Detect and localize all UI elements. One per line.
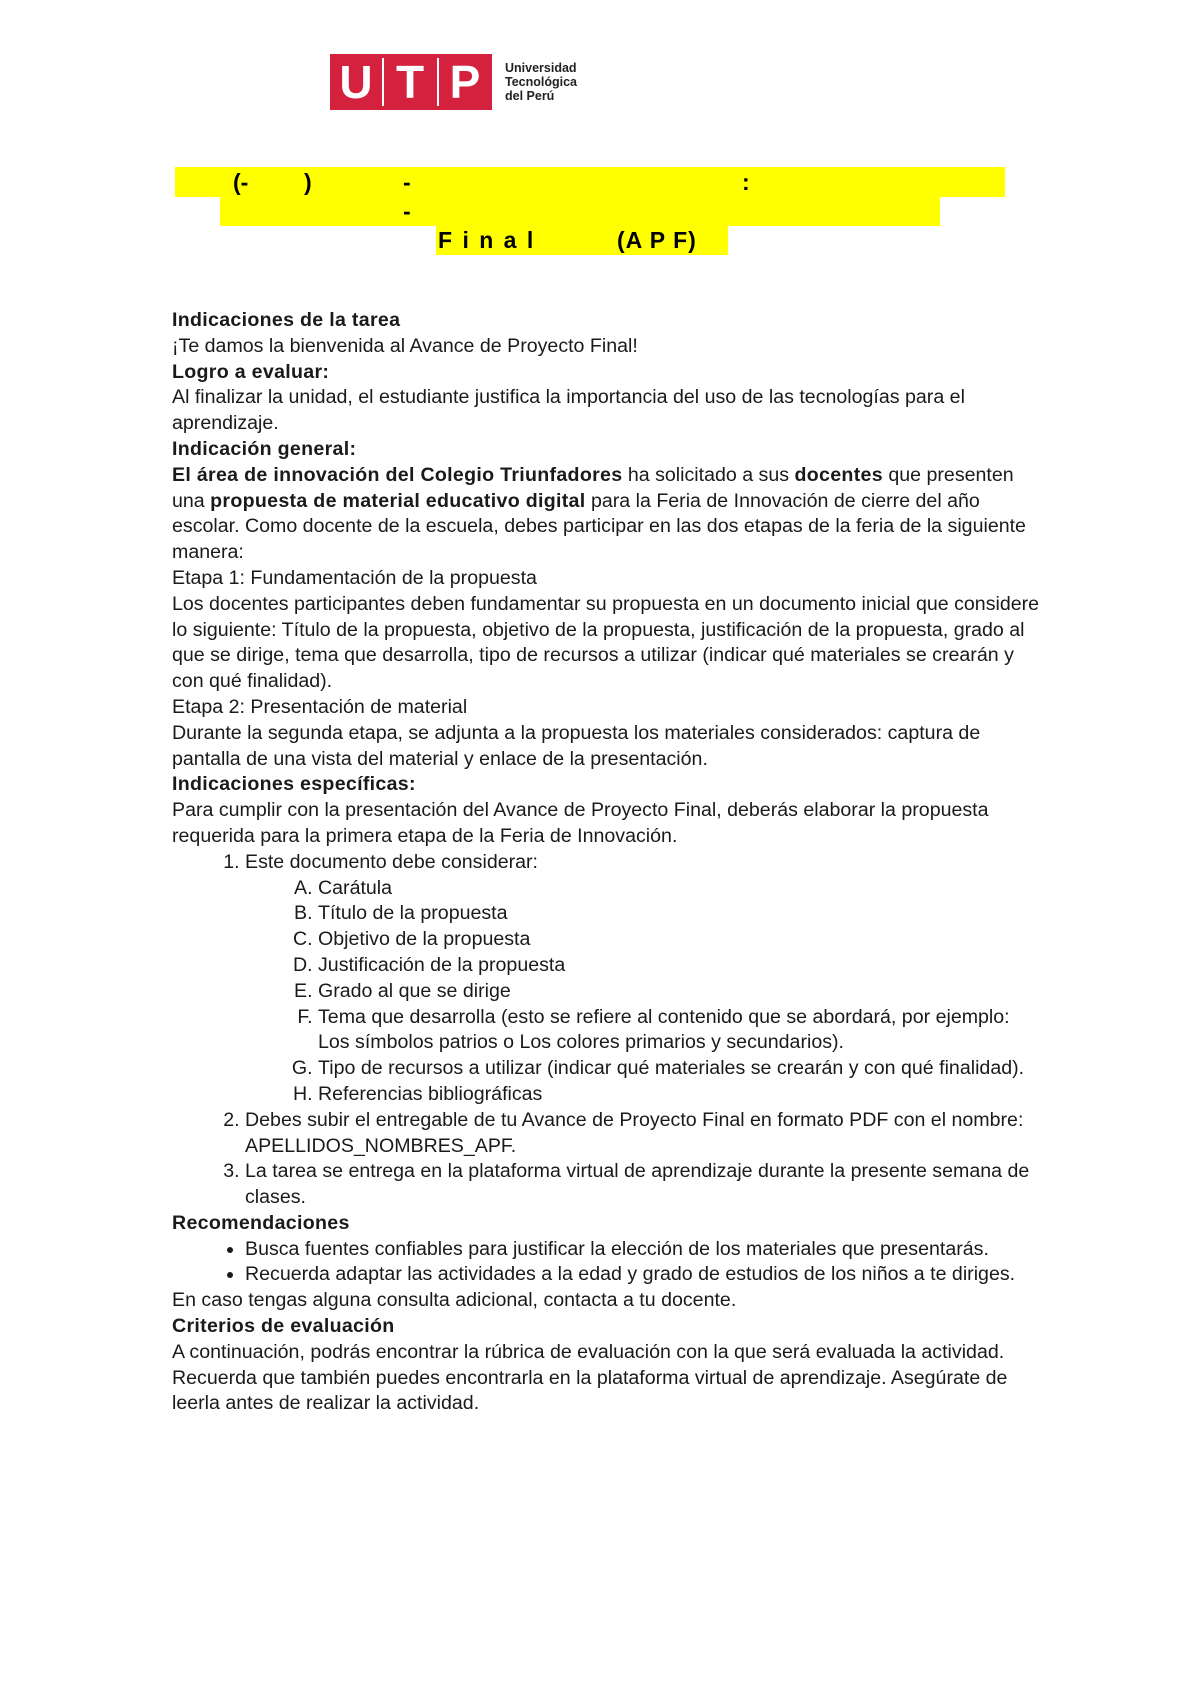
logro-text: Al finalizar la unidad, el estudiante justifica la importancia del uso de las tecnologías para el aprendizaje. xyxy=(172,386,965,435)
list-item: A. Carátula xyxy=(318,876,1042,902)
list-item: • Busca fuentes confiables para justificar la elección de los materiales que presentarás. xyxy=(245,1237,1042,1263)
list-item-text: Este documento debe considerar: xyxy=(245,850,538,873)
etapa1-title: Etapa 1: Fundamentación de la propuesta xyxy=(172,566,537,589)
list-item: • Recuerda adaptar las actividades a la edad y grado de estudios de los niños a te diriges. xyxy=(245,1262,1042,1288)
logo-divider xyxy=(437,58,439,106)
heading-especificas: Indicaciones específicas: xyxy=(172,773,416,796)
etapa2-text: Durante la segunda etapa, se adjunta a la propuesta los materiales considerados: captura de pantalla de una vista del material y enlace de la presentación. xyxy=(172,721,981,770)
general-bold: El área de innovación del Colegio Triunfadores xyxy=(172,463,623,486)
title-apf: (A P F) xyxy=(617,227,697,253)
instructions-list xyxy=(172,850,1042,1211)
title-highlight-line2 xyxy=(220,196,940,226)
document-body xyxy=(172,308,1042,1417)
list-item: 2. Debes subir el entregable de tu Avance de Proyecto Final en formato PDF con el nombre: APELLIDOS_NOMBRES_APF. xyxy=(245,1108,1042,1160)
list-item xyxy=(245,850,1042,1108)
logo-letter-p: P xyxy=(438,54,492,110)
list-item: F. Tema que desarrolla (esto se refiere al contenido que se abordará, por ejemplo: Los símbolos patrios o Los colores primarios y secundarios). xyxy=(318,1005,1042,1057)
title-final: F i n a l xyxy=(438,227,536,253)
general-bold: docentes xyxy=(794,463,883,486)
heading-general: Indicación general: xyxy=(172,437,357,460)
welcome-text: ¡Te damos la bienvenida al Avance de Proyecto Final! xyxy=(172,334,638,357)
title-fragment: - xyxy=(403,169,411,195)
list-item: H. Referencias bibliográficas xyxy=(318,1082,1042,1108)
list-item: C. Objetivo de la propuesta xyxy=(318,927,1042,953)
criterios-text: A continuación, podrás encontrar la rúbrica de evaluación con la que será evaluada la actividad. Recuerda que también puedes encontrarla en la plataforma virtual de aprendizaje. Asegúrate de leerla antes de realizar la actividad. xyxy=(172,1340,1008,1415)
heading-logro: Logro a evaluar: xyxy=(172,360,330,383)
general-text: para la Feria de Innovación de cierre del año escolar. Como docente de la escuela, debes participar en las dos etapas de la feria de la siguiente manera: xyxy=(172,489,1026,564)
logo-letter-t: T xyxy=(382,54,438,110)
general-bold: propuesta de material educativo digital xyxy=(210,489,586,512)
list-item: E. Grado al que se dirige xyxy=(318,979,1042,1005)
title-fragment: - xyxy=(403,198,411,224)
general-paragraph xyxy=(172,463,1042,566)
heading-criterios: Criterios de evaluación xyxy=(172,1315,395,1338)
heading-task: Indicaciones de la tarea xyxy=(172,309,401,331)
general-text: ha solicitado a sus xyxy=(622,463,795,486)
general-text: que presenten una xyxy=(172,463,1014,512)
utp-logo xyxy=(330,54,600,110)
etapa1-text: Los docentes participantes deben fundamentar su propuesta en un documento inicial que considere lo siguiente: Título de la propuesta, objetivo de la propuesta, justificación de la propuesta, grado al que se dirige, tema que desarrolla, tipo de recursos a utilizar (indicar qué materiales se crearán y con qué finalidad). xyxy=(172,592,1040,693)
logo-divider xyxy=(382,58,384,106)
etapa2-title: Etapa 2: Presentación de material xyxy=(172,695,468,718)
list-item: B. Título de la propuesta xyxy=(318,901,1042,927)
list-item: 3. La tarea se entrega en la plataforma virtual de aprendizaje durante la presente semana de clases. xyxy=(245,1159,1042,1211)
heading-recomendaciones: Recomendaciones xyxy=(172,1211,350,1234)
logo-letter-u: U xyxy=(330,54,382,110)
requirements-list xyxy=(245,876,1042,1108)
title-fragment: : xyxy=(742,169,750,195)
logo-university-name: Universidad Tecnológica del Perú xyxy=(505,61,578,103)
title-highlight-line1 xyxy=(175,167,1005,197)
title-fragment: (- xyxy=(233,169,249,195)
consulta-text: En caso tengas alguna consulta adicional, contacta a tu docente. xyxy=(172,1289,737,1312)
list-item: D. Justificación de la propuesta xyxy=(318,953,1042,979)
recommendations-list xyxy=(172,1237,1042,1289)
title-fragment: ) xyxy=(304,169,312,195)
especificas-text: Para cumplir con la presentación del Avance de Proyecto Final, deberás elaborar la propuesta requerida para la primera etapa de la Feria de Innovación. xyxy=(172,799,989,847)
list-item: G. Tipo de recursos a utilizar (indicar qué materiales se crearán y con qué finalidad). xyxy=(318,1056,1042,1082)
